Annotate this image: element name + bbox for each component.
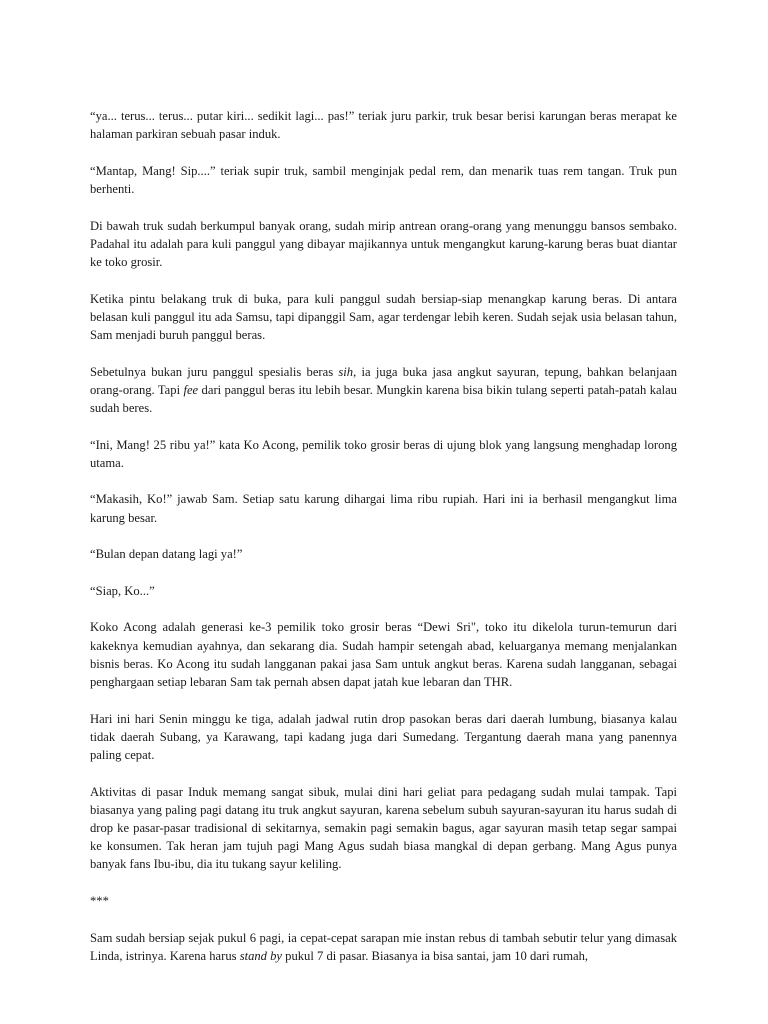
- text-segment: Sebetulnya bukan juru panggul spesialis beras: [90, 364, 339, 379]
- text-segment: Koko Acong adalah generasi ke-3 pemilik toko grosir beras “Dewi Sri", toko itu dikelola turun-temurun dari kakeknya kemudian ayahnya, dan sekarang dia. Sudah hampir setengah abad, keluarganya memang menjalankan bisnis beras. Ko Acong itu sudah langganan pakai jasa Sam untuk angkut beras. Karena sudah langganan, sebagai penghargaan setiap lebaran Sam tak pernah absen dapat jatah kue lebaran dan THR.: [90, 620, 677, 689]
- paragraph: [90, 363, 677, 418]
- italic-text: sih: [338, 364, 354, 379]
- paragraph: [90, 217, 677, 272]
- text-segment: “ya... terus... terus... putar kiri... sedikit lagi... pas!” teriak juru parkir, truk besar berisi karungan beras merapat ke halaman parkiran sebuah pasar induk.: [90, 109, 677, 142]
- paragraph: [90, 582, 677, 600]
- text-segment: “Mantap, Mang! Sip....” teriak supir truk, sambil menginjak pedal rem, dan menarik tuas rem tangan. Truk pun berhenti.: [90, 163, 677, 196]
- text-segment: dari panggul beras itu lebih besar. Mungkin karena bisa bikin tulang seperti patah-patah kalau sudah beres.: [90, 382, 677, 415]
- paragraph: [90, 618, 677, 691]
- italic-text: fee: [183, 382, 199, 397]
- text-segment: , ia juga buka jasa angkut sayuran, tepung, bahkan belanjaan orang-orang. Tapi: [90, 364, 678, 397]
- text-segment: “Makasih, Ko!” jawab Sam. Setiap satu karung dihargai lima ribu rupiah. Hari ini ia berhasil mengangkut lima karung besar.: [90, 492, 677, 525]
- paragraph: [90, 490, 677, 526]
- section-divider: [90, 892, 677, 910]
- text-segment: Ketika pintu belakang truk di buka, para kuli panggul sudah bersiap-siap menangkap karung beras. Di antara belasan kuli panggul itu ada Samsu, tapi dipanggil Sam, agar terdengar lebih keren. Sudah sejak usia belasan tahun, Sam menjadi buruh panggul beras.: [90, 291, 677, 342]
- italic-text: stand by: [239, 948, 283, 963]
- paragraph: [90, 710, 677, 765]
- text-segment: “Bulan depan datang lagi ya!”: [90, 547, 243, 562]
- paragraph: [90, 783, 677, 874]
- text-segment: Aktivitas di pasar Induk memang sangat sibuk, mulai dini hari geliat para pedagang sudah mulai tampak. Tapi biasanya yang paling pagi datang itu truk angkut sayuran, karena sebelum subuh sayuran-sayuran itu harus sudah di drop ke pasar-pasar tradisional di sekitarnya, semakin pagi semakin bagus, agar sayuran masih tetap segar sampai ke konsumen. Tak heran jam tujuh pagi Mang Agus sudah biasa mangkal di depan gerbang. Mang Agus punya banyak fans Ibu-ibu, dia itu tukang sayur keliling.: [90, 784, 677, 872]
- paragraph: [90, 107, 677, 143]
- paragraph: [90, 436, 677, 472]
- text-segment: “Ini, Mang! 25 ribu ya!” kata Ko Acong, pemilik toko grosir beras di ujung blok yang langsung menghadap lorong utama.: [90, 437, 677, 470]
- document-page: [90, 107, 677, 965]
- text-segment: pukul 7 di pasar. Biasanya ia bisa santai, jam 10 dari rumah,: [282, 948, 589, 963]
- paragraph: [90, 162, 677, 198]
- text-segment: ***: [90, 893, 109, 908]
- paragraph: [90, 545, 677, 563]
- paragraph: [90, 929, 677, 965]
- text-segment: “Siap, Ko...”: [90, 583, 155, 598]
- text-segment: Sam sudah bersiap sejak pukul 6 pagi, ia cepat-cepat sarapan mie instan rebus di tambah sebutir telur yang dimasak Linda, istrinya. Karena harus: [90, 930, 677, 963]
- text-segment: Hari ini hari Senin minggu ke tiga, adalah jadwal rutin drop pasokan beras dari daerah lumbung, biasanya kalau tidak daerah Subang, ya Karawang, tapi kadang juga dari Sumedang. Tergantung daerah mana yang panennya paling cepat.: [90, 711, 677, 762]
- text-segment: Di bawah truk sudah berkumpul banyak orang, sudah mirip antrean orang-orang yang menunggu bansos sembako. Padahal itu adalah para kuli panggul yang dibayar majikannya untuk mengangkut karung-karung beras buat diantar ke toko grosir.: [90, 218, 677, 269]
- paragraph: [90, 290, 677, 345]
